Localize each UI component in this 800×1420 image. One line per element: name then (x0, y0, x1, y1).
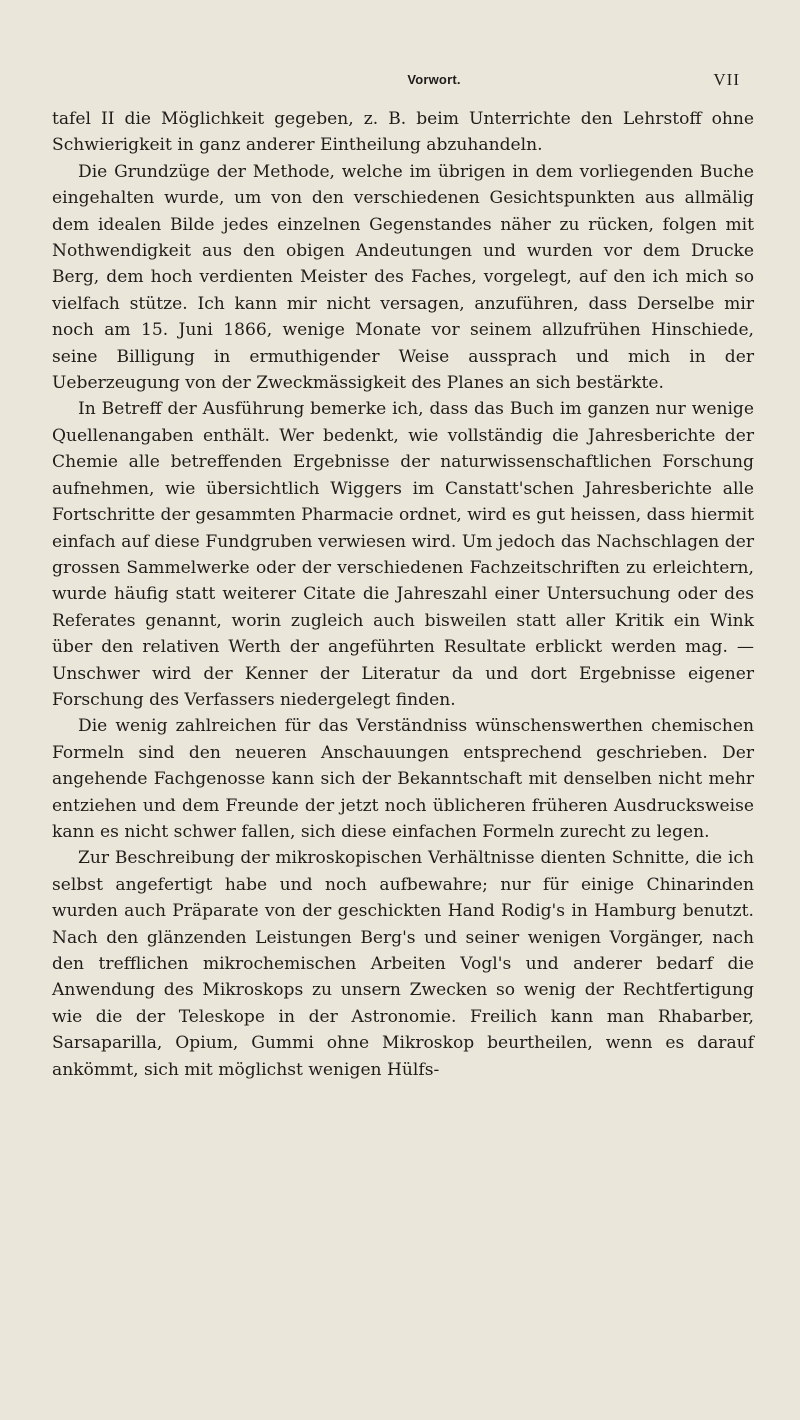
running-title: Vorwort. (407, 72, 461, 87)
paragraph-3: In Betreff der Ausführung bemerke ich, dass das Buch im ganzen nur wenige Quellenangaben enthält. Wer bedenkt, wie vollständig die Jahresberichte der Chemie alle betreffenden Ergebnisse der naturwissenschaftlichen Forschung aufnehmen, wie übersichtlich Wiggers im Canstatt'schen Jahresberichte alle Fortschritte der gesammten Pharmacie ordnet, wird es gut heissen, dass hiermit einfach auf diese Fundgruben verwiesen wird. Um jedoch das Nachschlagen der grossen Sammelwerke oder der verschiedenen Fachzeitschriften zu erleichtern, wurde häufig statt weiterer Citate die Jahreszahl einer Untersuchung oder des Referates genannt, worin zugleich auch bisweilen statt aller Kritik ein Wink über den relativen Werth der angeführten Resultate erblickt werden mag. — Unschwer wird der Kenner der Literatur da und dort Ergebnisse eigener Forschung des Verfassers niedergelegt finden. (52, 399, 754, 710)
paragraph-4: Die wenig zahlreichen für das Verständniss wünschenswerthen chemischen Formeln sind den neueren Anschauungen entsprechend geschrieben. Der angehende Fachgenosse kann sich der Bekanntschaft mit denselben nicht mehr entziehen und dem Freunde der jetzt noch üblicheren früheren Ausdrucksweise kann es nicht schwer fallen, sich diese einfachen Formeln zurecht zu legen. (52, 716, 754, 842)
paragraph-1: tafel II die Möglichkeit gegeben, z. B. beim Unterrichte den Lehrstoff ohne Schwierigkeit in ganz anderer Eintheilung abzuhandeln. (52, 109, 754, 156)
page-number: VII (713, 70, 740, 89)
body-text (52, 106, 754, 1083)
running-head (128, 72, 740, 96)
paragraph-5: Zur Beschreibung der mikroskopischen Verhältnisse dienten Schnitte, die ich selbst angefertigt habe und noch aufbewahre; nur für einige Chinarinden wurden auch Präparate von der geschickten Hand Rodig's in Hamburg benutzt. Nach den glänzenden Leistungen Berg's und seiner wenigen Vorgänger, nach den trefflichen mikrochemischen Arbeiten Vogl's und anderer bedarf die Anwendung des Mikroskops zu unsern Zwecken so wenig der Rechtfertigung wie die der Teleskope in der Astronomie. Freilich kann man Rhabarber, Sarsaparilla, Opium, Gummi ohne Mikroskop beurtheilen, wenn es darauf ankömmt, sich mit möglichst wenigen Hülfs- (52, 848, 754, 1080)
paragraph-2: Die Grundzüge der Methode, welche im übrigen in dem vorliegenden Buche eingehalten wurde, um von den verschiedenen Gesichtspunkten aus allmälig dem idealen Bilde jedes einzelnen Gegenstandes näher zu rücken, folgen mit Nothwendigkeit aus den obigen Andeutungen und wurden vor dem Drucke Berg, dem hoch verdienten Meister des Faches, vorgelegt, auf den ich mich so vielfach stütze. Ich kann mir nicht versagen, anzuführen, dass Derselbe mir noch am 15. Juni 1866, wenige Monate vor seinem allzufrühen Hinschiede, seine Billigung in ermuthigender Weise aussprach und mich in der Ueberzeugung von der Zweckmässigkeit des Planes an sich bestärkte. (52, 161, 754, 394)
